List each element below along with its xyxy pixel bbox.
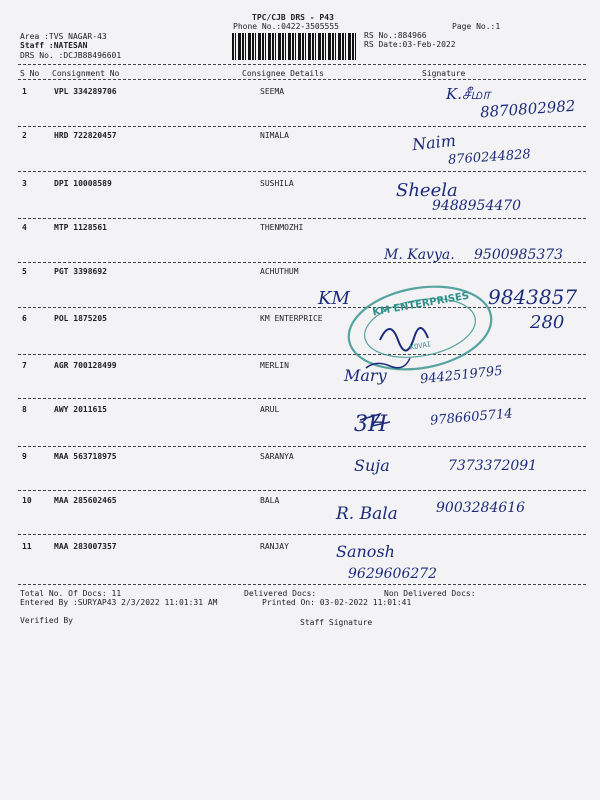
verified-by: Verified By: [20, 616, 73, 625]
row-consignment: VPL 334289706: [54, 87, 117, 96]
signature-phone: 9003284616: [436, 500, 526, 516]
row-sno: 5: [22, 267, 27, 276]
signature-name: R. Bala: [336, 504, 398, 524]
row-sno: 2: [22, 131, 27, 140]
row-consignment: DPI 10008589: [54, 179, 112, 188]
signature-phone: 9629606272: [348, 566, 438, 582]
row-consignee: SEEMA: [260, 87, 285, 96]
non-delivered-docs: Non Delivered Docs:: [384, 589, 476, 598]
signature-name: Suja: [354, 456, 390, 475]
delivered-docs: Delivered Docs:: [244, 589, 317, 598]
column-signature: Signature: [422, 69, 466, 78]
row-consignee: SUSHILA: [260, 179, 294, 188]
signature-name: K.சீமா: [446, 85, 491, 103]
drs-number: DRS No. :DCJB88496601: [20, 51, 122, 60]
signature-phone: 9488954470: [432, 198, 522, 214]
stamp-sub: KOVAI: [409, 340, 432, 352]
signature-phone: 9500985373: [474, 247, 564, 263]
row-consignee: KM ENTERPRICE: [260, 314, 323, 323]
column-sno: S No: [20, 69, 40, 78]
stamp-number: 280: [530, 312, 565, 333]
row-consignee: RANJAY: [260, 542, 289, 551]
entered-by: Entered By :SURYAP43 2/3/2022 11:01:31 AM: [20, 598, 218, 607]
row-consignee: THENMOZHI: [260, 223, 304, 232]
stamp-text: KM ENTERPRISES: [371, 290, 470, 319]
area: Area :TVS NAGAR-43: [20, 32, 107, 41]
row-consignment: MAA 283007357: [54, 542, 117, 551]
row-consignment: AWY 2011615: [54, 405, 107, 414]
signature-name: M. Kavya.: [384, 247, 455, 263]
row-consignee: BALA: [260, 496, 280, 505]
row-consignment: POL 1875205: [54, 314, 107, 323]
row-sno: 10: [22, 496, 32, 505]
rs-date: RS Date:03-Feb-2022: [364, 40, 456, 49]
row-consignee: MERLIN: [260, 361, 289, 370]
row-sno: 9: [22, 452, 27, 461]
column-consignee: Consignee Details: [242, 69, 324, 78]
signature-name: Mary: [344, 366, 387, 385]
row-consignee: SARANYA: [260, 452, 294, 461]
row-consignment: MAA 285602465: [54, 496, 117, 505]
staff-name: Staff :NATESAN: [20, 41, 88, 50]
row-consignment: MAA 563718975: [54, 452, 117, 461]
signature-name: Sanosh: [336, 542, 395, 561]
row-consignment: MTP 1128561: [54, 223, 107, 232]
staff-signature: Staff Signature: [300, 618, 373, 627]
total-docs: Total No. Of Docs: 11: [20, 589, 122, 598]
signature-phone: 9442519795: [419, 363, 504, 388]
phone-number: Phone No.:0422-3505555: [233, 22, 339, 31]
rs-number: RS No.:884966: [364, 31, 427, 40]
signature-phone: 9843857: [488, 285, 578, 309]
signature-name: 3H: [354, 412, 388, 437]
signature-phone: 8870802982: [479, 96, 576, 122]
row-sno: 11: [22, 542, 32, 551]
signature-name: Sheela: [396, 180, 458, 201]
page-number: Page No.:1: [452, 22, 501, 31]
signature-phone: 8760244828: [447, 147, 532, 168]
row-consignee: ACHUTHUM: [260, 267, 299, 276]
row-sno: 7: [22, 361, 27, 370]
row-consignee: ARUL: [260, 405, 280, 414]
signature-phone: 9786605714: [429, 406, 514, 429]
row-consignment: PGT 3398692: [54, 267, 107, 276]
column-consignment: Consignment No: [52, 69, 120, 78]
row-sno: 3: [22, 179, 27, 188]
row-consignee: NIMALA: [260, 131, 289, 140]
printed-on: Printed On: 03-02-2022 11:01:41: [262, 598, 412, 607]
row-sno: 6: [22, 314, 27, 323]
row-sno: 8: [22, 405, 27, 414]
signature-name: KM: [318, 288, 350, 309]
row-consignment: HRD 722820457: [54, 131, 117, 140]
drs-title: TPC/CJB DRS - P43: [252, 13, 334, 22]
row-sno: 4: [22, 223, 27, 232]
row-consignment: AGR 700128499: [54, 361, 117, 370]
signature-phone: 7373372091: [448, 458, 538, 474]
row-sno: 1: [22, 87, 27, 96]
signature-name: Naim: [411, 130, 457, 155]
